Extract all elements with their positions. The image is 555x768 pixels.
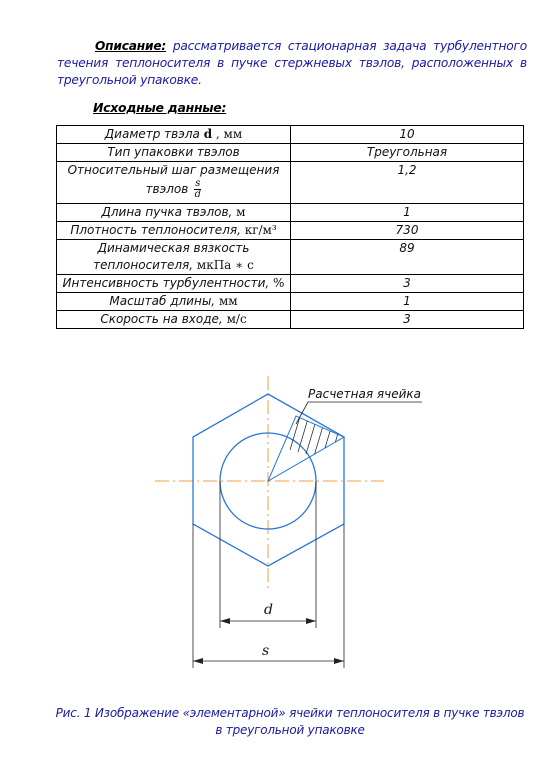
table-row	[57, 240, 524, 275]
param-value: 89	[291, 240, 524, 275]
cell-hatching	[290, 410, 342, 460]
ratio-fraction: $\frac{s}{d}$	[194, 178, 202, 200]
param-value: 3	[291, 275, 524, 293]
param-name: Скорость на входе, м/с	[57, 311, 291, 329]
dim-s-arrow-left	[193, 658, 203, 664]
param-name: Масштаб длины, мм	[57, 293, 291, 311]
dim-s-label: s	[262, 643, 270, 659]
params-table	[56, 125, 524, 329]
description-paragraph	[57, 38, 527, 89]
source-data-heading: Исходные данные:	[93, 100, 227, 115]
description-text: рассматривается стационарная задача турбулентного течения теплоносителя в пучке стержневых твэлов, расположенных в треугольной упаковке.	[57, 39, 527, 87]
param-name: Динамическая вязкость теплоносителя, мкПа ∗ с	[57, 240, 291, 275]
figure-caption: Рис. 1 Изображение «элементарной» ячейки теплоносителя в пучке твэлов в треугольной упаковке	[55, 706, 525, 737]
table-row	[57, 311, 524, 329]
description-label: Описание:	[95, 39, 167, 53]
table-row	[57, 126, 524, 144]
dim-d-arrow-right	[306, 618, 316, 624]
table-row	[57, 275, 524, 293]
table-row	[57, 162, 524, 204]
param-value: 10	[291, 126, 524, 144]
callout-label: Расчетная ячейка	[308, 387, 421, 401]
table-row	[57, 222, 524, 240]
table-row	[57, 293, 524, 311]
param-value: 1	[291, 204, 524, 222]
dim-s-arrow-right	[334, 658, 344, 664]
param-name: Относительный шаг размещения твэлов $\frac{s}{d}$	[57, 162, 291, 204]
param-name: Плотность теплоносителя, кг/м³	[57, 222, 291, 240]
table-row	[57, 204, 524, 222]
param-value: 1	[291, 293, 524, 311]
param-value: Треугольная	[291, 144, 524, 162]
dim-d-label: d	[264, 602, 273, 618]
cell-figure	[0, 360, 555, 680]
dim-d-arrow-left	[220, 618, 230, 624]
param-name: Интенсивность турбулентности, %	[57, 275, 291, 293]
param-name: Диаметр твэла d , мм	[57, 126, 291, 144]
param-value: 1,2	[291, 162, 524, 204]
param-name: Тип упаковки твэлов	[57, 144, 291, 162]
param-name: Длина пучка твэлов, м	[57, 204, 291, 222]
param-value: 730	[291, 222, 524, 240]
table-row	[57, 144, 524, 162]
param-value: 3	[291, 311, 524, 329]
